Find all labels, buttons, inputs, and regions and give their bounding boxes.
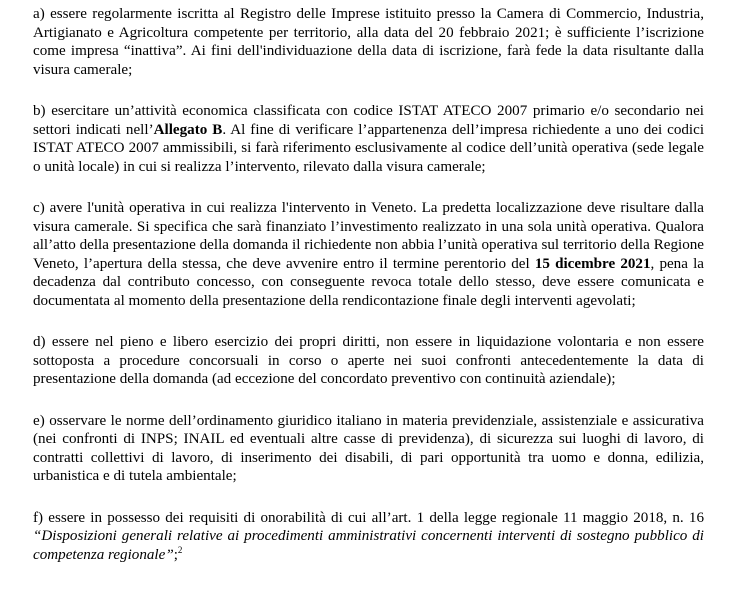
paragraph-c-text-start: c) avere l'unità operativa in cui realizza l'intervento in Veneto. La predetta localizzazione deve risultare dalla visura camerale. Si specifica che sarà finanziato l’investimento realizzato in una sola unità operativa. Qualora all’atto della presentazione della domanda il richiedente non abbia l’unità operativa sul territorio della Regione Veneto, l’apertura della stessa, che deve avvenire entro il termine perentorio del <box>33 200 704 272</box>
paragraph-c <box>33 199 704 310</box>
paragraph-c-text-end: , pena la decadenza dal contributo concesso, con conseguente revoca totale dello stesso, deve essere comunicata e documentata al momento della presentazione della rendicontazione finale degli interventi agevolati; <box>33 255 704 309</box>
paragraph-e-text: e) osservare le norme dell’ordinamento giuridico italiano in materia previdenziale, assistenziale e assicurativa (nei confronti di INPS; INAIL ed eventuali altre casse di previdenza), di sicurezza sui luoghi di lavoro, di contratti collettivi di lavoro, di inserimento dei disabili, di pari opportunità tra uomo e donna, edilizia, urbanistica e di tutela ambientale; <box>33 412 704 484</box>
paragraph-d-text: d) essere nel pieno e libero esercizio dei propri diritti, non essere in liquidazione volontaria e non essere sottoposta a procedure concorsuali in corso o aperte nei suoi confronti antecedentemente la data di presentazione della domanda (ad eccezione del concordato preventivo con continuità aziendale); <box>33 334 704 387</box>
law-title-italic: “Disposizioni generali relative ai procedimenti amministrativi concernenti interventi di sostegno pubblico di competenza regionale” <box>33 528 704 563</box>
paragraph-a <box>33 5 704 79</box>
paragraph-b <box>33 102 704 176</box>
paragraph-f <box>33 509 704 565</box>
allegato-b-bold: Allegato B <box>153 121 223 138</box>
paragraph-f-text-end: ; <box>173 546 178 563</box>
paragraph-a-text: a) essere regolarmente iscritta al Registro delle Imprese istituito presso la Camera di Commercio, Industria, Artigianato e Agricoltura competente per territorio, alla data del 20 febbraio 2021; è sufficiente l’iscrizione come impresa “inattiva”. Ai fini dell'individuazione della data di iscrizione, farà fede la data risultante dalla visura camerale; <box>33 6 704 78</box>
footnote-marker: 2 <box>177 544 183 555</box>
paragraph-d <box>33 333 704 389</box>
deadline-date-bold: 15 dicembre 2021 <box>534 255 651 272</box>
paragraph-e <box>33 412 704 486</box>
paragraph-f-text-start: f) essere in possesso dei requisiti di onorabilità di cui all’art. 1 della legge regionale 11 maggio 2018, n. 16 <box>33 509 704 526</box>
paragraph-b-text-end: . Al fine di verificare l’appartenenza dell’impresa richiedente a uno dei codici ISTAT ATECO 2007 ammissibili, si farà riferimento esclusivamente al codice dell’unità operativa (sede legale o unità locale) in cui si realizza l’intervento, rilevato dalla visura camerale; <box>33 121 705 175</box>
paragraph-b-text-start: b) esercitare un’attività economica classificata con codice ISTAT ATECO 2007 primario e/o secondario nei settori indicati nell’ <box>33 103 704 138</box>
